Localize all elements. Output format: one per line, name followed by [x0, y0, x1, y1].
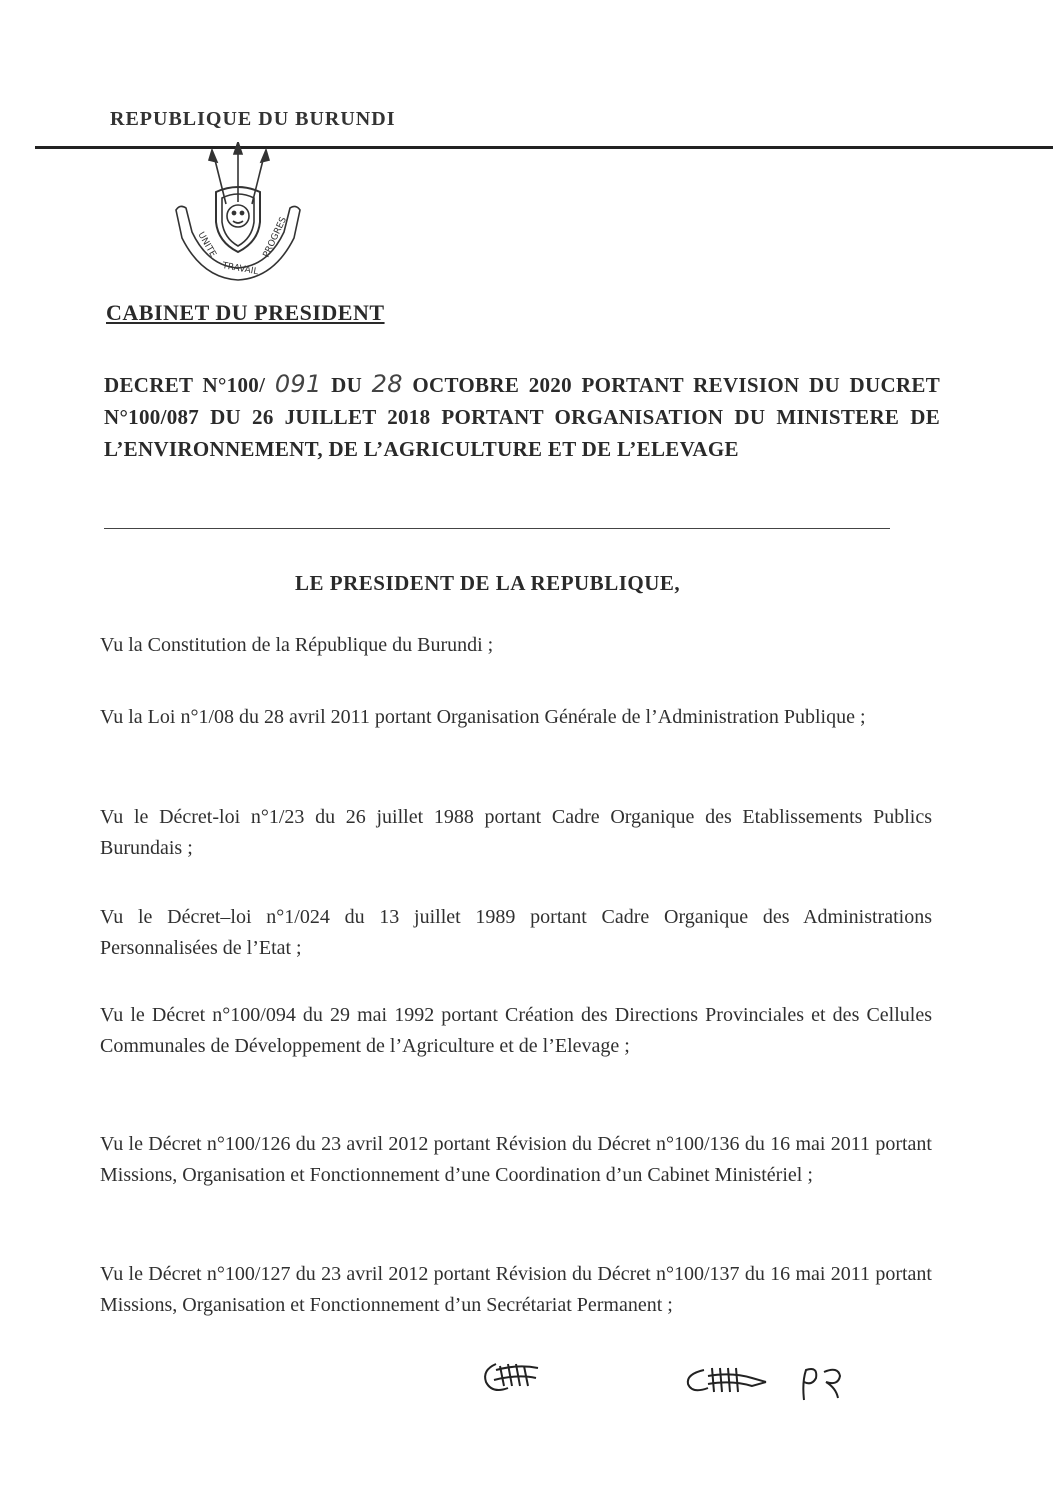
consideration-5: Vu le Décret n°100/094 du 29 mai 1992 portant Création des Directions Provinciales et des Cellules Communales de Développement de l’Agriculture et de l’Elevage ; [100, 1004, 932, 1057]
svg-text:TRAVAIL: TRAVAIL [221, 261, 260, 278]
decree-du: DU [331, 373, 363, 397]
decree-number-handwritten: 091 [274, 370, 322, 398]
decree-day-handwritten: 28 [371, 370, 403, 398]
republic-title: REPUBLIQUE DU BURUNDI [110, 108, 396, 130]
consideration-1: Vu la Constitution de la République du Burundi ; [100, 634, 494, 656]
initials-1-signature [478, 1356, 548, 1396]
decree-title [104, 368, 940, 465]
initials-2-signature [682, 1364, 772, 1398]
consideration-3: Vu le Décret-loi n°1/23 du 26 juillet 1988 portant Cadre Organique des Etablissements Publics Burundais ; [100, 806, 932, 859]
consideration-7: Vu le Décret n°100/127 du 23 avril 2012 portant Révision du Décret n°100/137 du 16 mai 2011 portant Missions, Organisation et Fonctionnement d’un Secrétariat Permanent ; [100, 1263, 932, 1316]
decree-rule [104, 528, 890, 529]
decree-rest: OCTOBRE 2020 PORTANT REVISION DU DUCRET N°100/087 DU 26 JUILLET 2018 PORTANT ORGANISATION DU MINISTERE DE L’ENVIRONNEMENT, DE L’AGRICULTURE ET DE L’ELEVAGE [104, 373, 940, 461]
consideration-4: Vu le Décret–loi n°1/024 du 13 juillet 1989 portant Cadre Organique des Administrations Personnalisées de l’Etat ; [100, 906, 932, 959]
svg-text:UNITE: UNITE [195, 230, 218, 260]
coat-of-arms-emblem [168, 142, 308, 282]
cabinet-heading: CABINET DU PRESIDENT [106, 300, 385, 325]
president-heading: LE PRESIDENT DE LA REPUBLIQUE, [295, 571, 681, 595]
svg-text:PROGRES: PROGRES [261, 215, 290, 260]
consideration-6: Vu le Décret n°100/126 du 23 avril 2012 portant Révision du Décret n°100/136 du 16 mai 2011 portant Missions, Organisation et Fonctionnement d’une Coordination d’un Cabinet Ministériel ; [100, 1133, 932, 1186]
decree-prefix: DECRET N°100/ [104, 373, 266, 397]
initials-3-signature [798, 1364, 848, 1404]
consideration-2: Vu la Loi n°1/08 du 28 avril 2011 portant Organisation Générale de l’Administration Publique ; [100, 706, 866, 728]
